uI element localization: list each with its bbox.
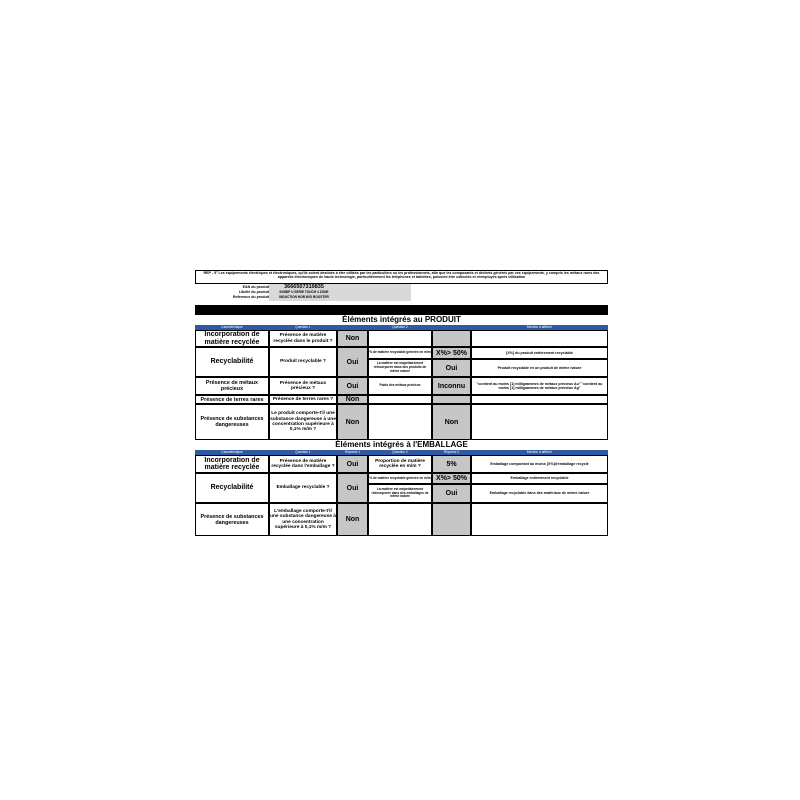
emballage-row2-q1: Emballage recyclable ? xyxy=(269,473,337,503)
produit-header-q2: Question 2 xyxy=(392,325,408,329)
produit-row3-carac: Présence de métaux précieux xyxy=(195,377,269,395)
emballage-row1-q1: Présence de matière recyclée dans l'emballage ? xyxy=(269,455,337,473)
produit-row2-q2a: % de matière recyclable générée en m/m xyxy=(368,347,432,359)
emballage-row3-q1: L'emballage comporte-t'il une substance dangereuse à une concentration supérieure à 0,1% m/m ? xyxy=(269,503,337,536)
product-meta xyxy=(195,285,608,301)
produit-row2-mention-b: Produit recyclable en un produit de même nature xyxy=(471,359,608,377)
produit-row4-carac: Présence de terres rares xyxy=(195,395,269,404)
produit-row2-carac: Recyclabilité xyxy=(195,347,269,377)
emballage-row2-q2b: La matière est majoritairement réincorporée dans des emballages de même nature xyxy=(368,484,432,503)
reference-value: INDUCTION HOB W/O BOOSTER xyxy=(279,295,329,299)
emballage-row3-carac: Présence de substances dangereuses xyxy=(195,503,269,536)
emballage-row1-r2: 5% xyxy=(432,455,471,473)
produit-row5-q2 xyxy=(368,404,432,440)
emballage-header-carac: Caractéristique xyxy=(221,450,243,454)
intro-text: REP - 5° Les équipements électriques et électroniques, qu'ils soient destinés à être utilisés par les particuliers ou les professionnels, afin que les composants et déchets générés par ces équipements, y compris les métaux rares des appareils électroniques de haute technologie, particulièrement les téléphones et tablettes, puissent être collectés et réemployés après utilisation xyxy=(195,270,608,284)
produit-header-carac: Caractéristique xyxy=(221,325,243,329)
produit-row2-mention-a: [X%] du produit entièrement recyclable xyxy=(471,347,608,359)
emballage-row3-q2 xyxy=(368,503,432,536)
ean-label: EAN du produit xyxy=(242,285,269,289)
emballage-header-r1: Réponse 1 xyxy=(344,450,361,454)
emballage-header-r2: Réponse 2 xyxy=(443,450,460,454)
produit-row3-q2: Poids des métaux précieux xyxy=(368,377,432,395)
produit-row3-r2: Inconnu xyxy=(432,377,471,395)
produit-row1-r1: Non xyxy=(337,330,368,347)
produit-row3-mention: "contient au moins [1] milligrammes de métaux précieux Au" "contient au moins [1] milligrammes de métaux précieux Ag" xyxy=(471,377,608,395)
produit-row5-q1: Le produit comporte-t'il une substance dangereuse à une concentration supérieure à 0,1% m/m ? xyxy=(269,404,337,440)
ean-value: 3666507319835 xyxy=(284,284,324,290)
emballage-row3-r1: Non xyxy=(337,503,368,536)
emballage-row2-r2a: X%> 50% xyxy=(432,473,471,484)
emballage-row1-q2: Proportion de matière recyclée en m/m ? xyxy=(368,455,432,473)
produit-row2-q1: Produit recyclable ? xyxy=(269,347,337,377)
rep-sheet xyxy=(195,270,608,536)
produit-row1-q2 xyxy=(368,330,432,347)
emballage-row2-q2a: % de matière recyclable générée en m/m xyxy=(368,473,432,484)
emballage-header-row xyxy=(195,450,608,455)
emballage-section-title: Éléments intégrés à l'EMBALLAGE xyxy=(335,440,468,449)
emballage-row3-r2 xyxy=(432,503,471,536)
emballage-row1-r1: Oui xyxy=(337,455,368,473)
produit-row5-r1: Non xyxy=(337,404,368,440)
black-band xyxy=(195,305,608,315)
produit-row1-carac: Incorporation de matière recyclée xyxy=(195,330,269,347)
produit-row1-q1: Présence de matière recyclée dans le produit ? xyxy=(269,330,337,347)
emballage-row2-r1: Oui xyxy=(337,473,368,503)
produit-row4-r2 xyxy=(432,395,471,404)
produit-row2-r2b: Oui xyxy=(432,359,471,377)
produit-row3-q1: Présence de métaux précieux ? xyxy=(269,377,337,395)
produit-row4-q1: Présence de terres rares ? xyxy=(269,395,337,404)
emballage-row1-carac: Incorporation de matière recyclée xyxy=(195,455,269,473)
produit-row2-r2a: X%> 50% xyxy=(432,347,471,359)
produit-row5-r2: Non xyxy=(432,404,471,440)
produit-row4-mention xyxy=(471,395,608,404)
emballage-header-q1: Question 1 xyxy=(295,450,311,454)
emballage-row1-mention: Emballage comportant au moins [X%]d'emballage recyclé xyxy=(471,455,608,473)
produit-row4-q2 xyxy=(368,395,432,404)
produit-section-title: Éléments intégrés au PRODUIT xyxy=(342,315,461,324)
produit-row1-r2 xyxy=(432,330,471,347)
produit-row3-r1: Oui xyxy=(337,377,368,395)
produit-header-row xyxy=(195,325,608,330)
produit-row5-mention xyxy=(471,404,608,440)
produit-header-mention: Mention à afficher xyxy=(526,325,553,329)
emballage-header-q2: Question 2 xyxy=(392,450,408,454)
produit-header-q1: Question 1 xyxy=(295,325,311,329)
produit-row2-r1: Oui xyxy=(337,347,368,377)
product-label: Libellé du produit xyxy=(238,290,269,294)
produit-row5-carac: Présence de substances dangereuses xyxy=(195,404,269,440)
emballage-row2-mention-b: Emballage recyclable dans des matériaux de même nature xyxy=(471,484,608,503)
emballage-header-mention: Mention à afficher xyxy=(526,450,553,454)
emballage-row2-r2b: Oui xyxy=(432,484,471,503)
emballage-row3-mention xyxy=(471,503,608,536)
produit-row1-mention xyxy=(471,330,608,347)
reference-label: Reference du produit xyxy=(232,295,269,299)
produit-row4-r1: Non xyxy=(337,395,368,404)
emballage-row2-mention-a: Emballage entièrement recyclable xyxy=(471,473,608,484)
emballage-row2-carac: Recyclabilité xyxy=(195,473,269,503)
produit-row2-q2b: La matière est majoritairement réincorporée dans des produits de même nature xyxy=(368,359,432,377)
product-value: INOBIP U SERIE TOUCH 4 ZONE xyxy=(279,290,329,294)
